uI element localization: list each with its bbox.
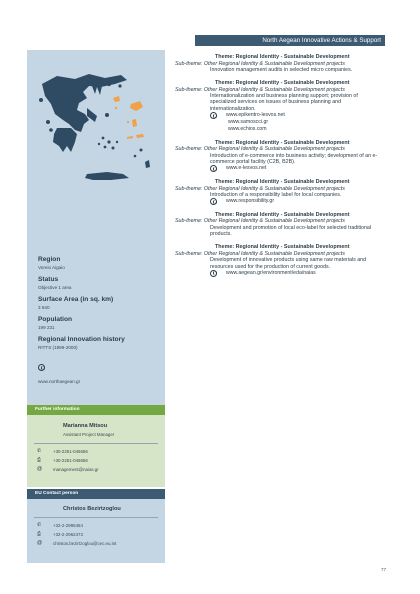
project-description: Development of innovative products using same raw materials and resources used for the production of current goods.: [210, 257, 367, 270]
population-label: Population: [38, 316, 73, 323]
project-item: [175, 54, 385, 73]
project-url[interactable]: www.echios.com: [228, 126, 267, 133]
project-url-row[interactable]: [175, 165, 385, 172]
project-description: Internationalization and business planning support; provision of specialized services on issues of business planning and internationalization.: [210, 92, 358, 112]
fax-icon: ⎙: [37, 531, 42, 537]
phone-icon: ✆: [37, 522, 42, 528]
region-facts: [38, 250, 158, 384]
project-item: [175, 140, 385, 173]
globe-icon: [38, 364, 45, 371]
project-url[interactable]: www.e-lesvos.net: [226, 165, 267, 172]
project-theme: Theme: Regional Identity - Sustainable Development: [215, 79, 350, 86]
chios: [132, 119, 137, 127]
eu-contact-box: [27, 499, 165, 563]
eu-contact-name: Christos Bezirtzoglou: [63, 506, 121, 512]
page-number: 77: [381, 567, 387, 572]
region-value: Voreio Aigaio: [38, 265, 65, 270]
further-info-email-row[interactable]: [37, 466, 99, 472]
project-list: [175, 54, 385, 283]
further-info-fax-row: [37, 457, 88, 463]
further-info-name: Marianna Mitsou: [63, 423, 108, 429]
globe-icon: [210, 165, 217, 172]
eu-contact-fax: +32-2-2962473: [53, 531, 83, 537]
project-subtheme: Sub-theme: Other Regional Identity & Sustainable Development projects: [175, 146, 345, 153]
further-info-box: [27, 415, 165, 487]
limnos: [113, 96, 120, 102]
chalkidiki: [92, 86, 102, 95]
ikaria: [127, 136, 133, 139]
eu-contact-phone: +32-2-2996454: [53, 522, 83, 528]
surface-value: 3 840: [38, 305, 50, 310]
project-theme: Theme: Regional Identity - Sustainable Development: [215, 139, 350, 146]
psara: [127, 121, 129, 123]
eu-contact-email-row[interactable]: [37, 540, 116, 546]
eu-contact-header: EU Contact person: [27, 489, 165, 499]
further-info-fax: +30-2251-046656: [53, 457, 88, 463]
further-info-phone-row: [37, 448, 88, 454]
region-website-link[interactable]: www.northaegean.gr: [38, 379, 81, 384]
peloponnese: [53, 128, 77, 152]
history-label: Regional Innovation history: [38, 336, 125, 343]
page-header-bar: [195, 35, 385, 46]
page-header-title: North Aegean Innovative Actions & Support: [262, 37, 381, 44]
project-item: [175, 80, 385, 133]
project-item: [175, 212, 385, 238]
project-theme: Theme: Regional Identity - Sustainable Development: [215, 211, 350, 218]
project-subtheme: Sub-theme: Other Regional Identity & Sustainable Development projects: [175, 250, 345, 257]
divider: [34, 517, 158, 518]
eu-contact-email[interactable]: christos.bezirtzoglou@cec.eu.int: [53, 540, 117, 546]
region-label: Region: [38, 256, 61, 263]
project-subtheme: Sub-theme: Other Regional Identity & Sustainable Development projects: [175, 60, 345, 67]
project-item: [175, 244, 385, 277]
globe-icon: [210, 198, 217, 205]
email-icon: @: [37, 466, 43, 472]
further-info-header: Further information: [27, 405, 165, 415]
project-item: [175, 179, 385, 205]
project-description: Introduction of a responsibility label for local companies.: [210, 191, 342, 198]
project-description: Introduction of e-commerce into business activity; development of an e-commerce portal facility (C2B, B2B).: [210, 152, 378, 166]
fax-icon: ⎙: [37, 457, 42, 463]
project-subtheme: Sub-theme: Other Regional Identity & Sustainable Development projects: [175, 185, 345, 192]
thasos: [107, 82, 111, 86]
project-url[interactable]: www.responsibility.gr: [226, 198, 275, 205]
phone-icon: ✆: [37, 448, 42, 454]
further-info-email[interactable]: management@naias.gr: [53, 466, 99, 472]
eu-contact-fax-row: [37, 531, 83, 537]
history-value: RITTS (1999-2000): [38, 345, 78, 350]
project-subtheme: Sub-theme: Other Regional Identity & Sustainable Development projects: [175, 218, 345, 225]
status-value: Objective 1 area: [38, 285, 72, 290]
corfu: [39, 98, 43, 102]
project-url-row[interactable]: [175, 198, 385, 205]
region-sidebar: [27, 50, 165, 405]
skyros: [105, 113, 109, 117]
greece-mainland: [42, 74, 127, 132]
region-website[interactable]: [38, 358, 158, 384]
agios-efstratios: [115, 107, 117, 109]
samos: [136, 134, 144, 138]
samothraki: [118, 84, 121, 87]
project-theme: Theme: Regional Identity - Sustainable Development: [215, 244, 350, 251]
project-url[interactable]: www.epikentro-lesvos.net: [226, 112, 285, 119]
surface-label: Surface Area (in sq. km): [38, 296, 114, 303]
status-label: Status: [38, 276, 59, 283]
globe-icon: [210, 112, 217, 119]
further-info-phone: +30-2251-046656: [53, 448, 88, 454]
email-icon: @: [37, 540, 43, 546]
project-url[interactable]: www.samoscci.gr: [228, 119, 269, 126]
globe-icon: [210, 270, 217, 277]
project-theme: Theme: Regional Identity - Sustainable Development: [215, 54, 350, 60]
further-info-role: Assistant Project Manager: [63, 432, 115, 437]
project-theme: Theme: Regional Identity - Sustainable Development: [215, 178, 350, 185]
greece-map: [37, 70, 155, 190]
rhodes: [145, 160, 150, 168]
project-url[interactable]: www.aegean.gr/environment/eda/naias: [226, 269, 316, 276]
eu-contact-phone-row: [37, 522, 83, 528]
project-url-row[interactable]: [175, 112, 385, 119]
project-description: Innovation management audits in selected micro companies.: [210, 67, 353, 73]
crete: [85, 172, 129, 180]
lesvos: [130, 101, 143, 111]
project-description: Development and promotion of local eco-label for selected traditional products.: [210, 224, 372, 238]
divider: [34, 443, 158, 444]
project-subtheme: Sub-theme: Other Regional Identity & Sustainable Development projects: [175, 86, 345, 93]
project-url-row[interactable]: [175, 270, 385, 277]
population-value: 199 231: [38, 325, 55, 330]
